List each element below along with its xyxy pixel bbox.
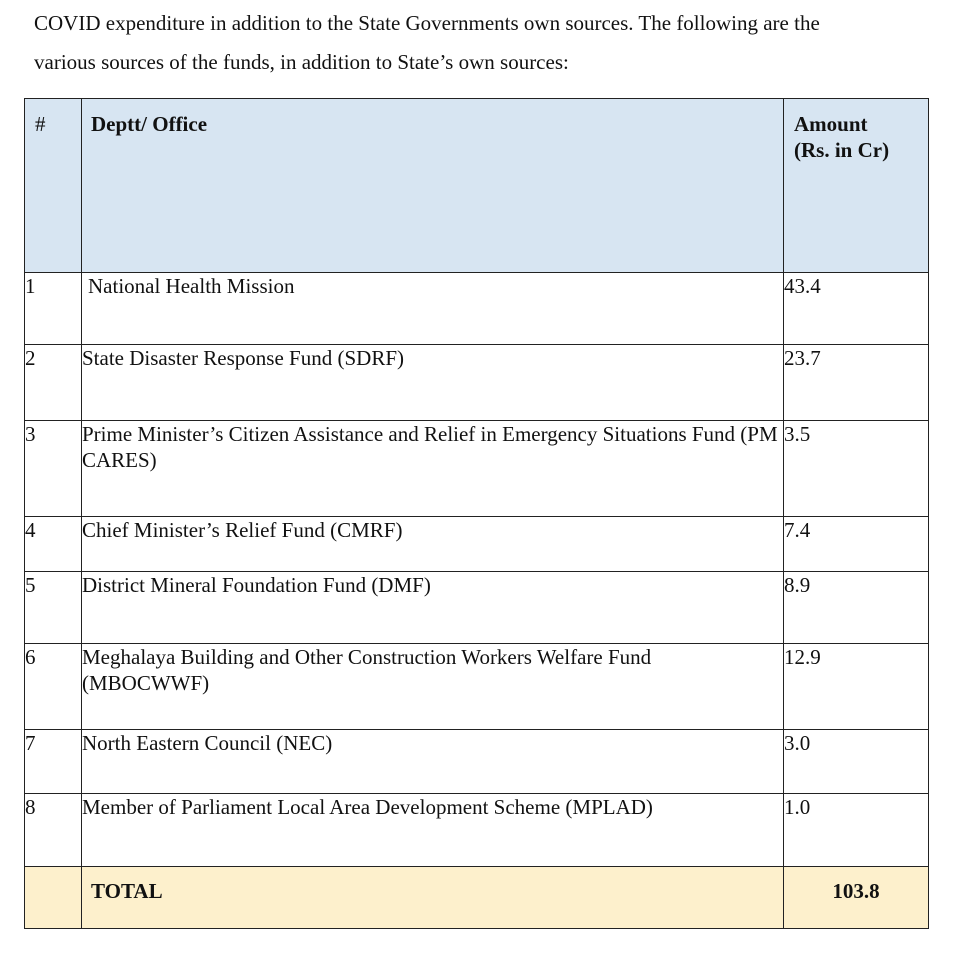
total-label: TOTAL xyxy=(82,867,784,929)
funding-sources-table xyxy=(24,98,929,929)
table-row xyxy=(25,421,929,517)
row-dept: Meghalaya Building and Other Construction Workers Welfare Fund (MBOCWWF) xyxy=(82,644,784,730)
intro-line-1: COVID expenditure in addition to the State Governments own sources. The following are the xyxy=(34,11,820,35)
total-number-cell xyxy=(25,867,82,929)
header-dept-office: Deptt/ Office xyxy=(82,99,784,273)
row-dept: Prime Minister’s Citizen Assistance and Relief in Emergency Situations Fund (PM CARES) xyxy=(82,421,784,517)
row-number: 6 xyxy=(25,644,82,730)
row-amount: 23.7 xyxy=(784,345,929,421)
table-row xyxy=(25,794,929,867)
total-amount: 103.8 xyxy=(784,867,929,929)
row-amount: 43.4 xyxy=(784,273,929,345)
row-number: 1 xyxy=(25,273,82,345)
table-row xyxy=(25,730,929,794)
intro-line-2: various sources of the funds, in addition to State’s own sources: xyxy=(34,50,569,74)
row-number: 2 xyxy=(25,345,82,421)
row-amount: 3.5 xyxy=(784,421,929,517)
row-dept: District Mineral Foundation Fund (DMF) xyxy=(82,572,784,644)
header-amount-line-2: (Rs. in Cr) xyxy=(794,138,890,162)
row-dept-text: National Health Mission xyxy=(88,274,295,298)
table-total-row xyxy=(25,867,929,929)
row-dept xyxy=(82,273,784,345)
row-number: 8 xyxy=(25,794,82,867)
row-amount: 12.9 xyxy=(784,644,929,730)
row-number: 5 xyxy=(25,572,82,644)
row-number: 3 xyxy=(25,421,82,517)
row-number: 7 xyxy=(25,730,82,794)
intro-paragraph xyxy=(34,4,934,82)
table-row xyxy=(25,644,929,730)
header-number: # xyxy=(25,99,82,273)
table-row xyxy=(25,345,929,421)
table-header-row xyxy=(25,99,929,273)
row-number: 4 xyxy=(25,517,82,572)
row-amount: 8.9 xyxy=(784,572,929,644)
row-amount: 7.4 xyxy=(784,517,929,572)
table-row xyxy=(25,572,929,644)
table-row xyxy=(25,517,929,572)
header-amount xyxy=(784,99,929,273)
header-amount-line-1: Amount xyxy=(794,112,868,136)
row-amount: 3.0 xyxy=(784,730,929,794)
row-amount: 1.0 xyxy=(784,794,929,867)
table-row xyxy=(25,273,929,345)
row-dept: North Eastern Council (NEC) xyxy=(82,730,784,794)
row-dept: State Disaster Response Fund (SDRF) xyxy=(82,345,784,421)
row-dept: Member of Parliament Local Area Development Scheme (MPLAD) xyxy=(82,794,784,867)
row-dept: Chief Minister’s Relief Fund (CMRF) xyxy=(82,517,784,572)
